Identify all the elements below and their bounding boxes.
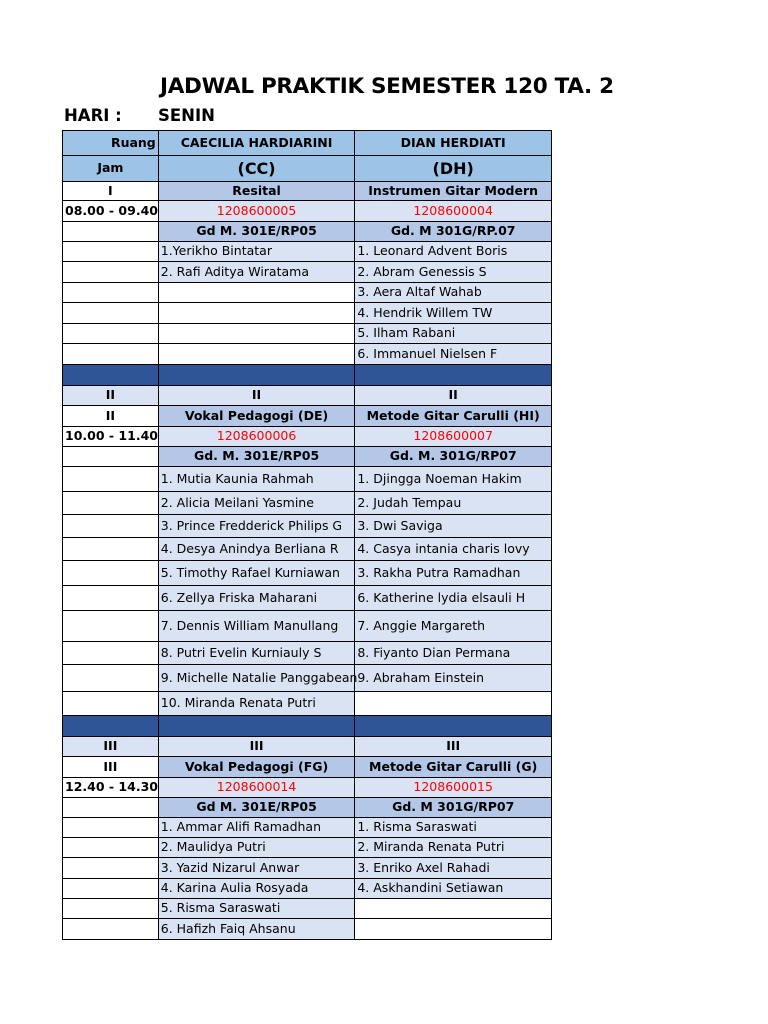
student-name: 4. Karina Aulia Rosyada bbox=[158, 879, 355, 899]
section-separator bbox=[355, 365, 552, 386]
student-name: 4. Askhandini Setiawan bbox=[355, 879, 552, 899]
row-spacer bbox=[63, 303, 159, 324]
row-spacer bbox=[63, 561, 159, 586]
student-name: 1. Ammar Alifi Ramadhan bbox=[158, 818, 355, 838]
course-name: Instrumen Gitar Modern bbox=[355, 182, 552, 201]
session-roman: II bbox=[63, 406, 159, 427]
course-name: Metode Gitar Carulli (G) bbox=[355, 757, 552, 778]
student-name: 1. Djingga Noeman Hakim bbox=[355, 467, 552, 492]
course-name: Metode Gitar Carulli (HI) bbox=[355, 406, 552, 427]
room-name: Gd. M 301G/RP07 bbox=[355, 798, 552, 818]
student-name bbox=[158, 344, 355, 365]
student-name: 10. Miranda Renata Putri bbox=[158, 692, 355, 716]
section-separator bbox=[355, 716, 552, 737]
row-spacer bbox=[63, 665, 159, 692]
student-name bbox=[355, 919, 552, 940]
row-spacer bbox=[63, 899, 159, 919]
student-name: 5. Timothy Rafael Kurniawan bbox=[158, 561, 355, 586]
student-name: 8. Fiyanto Dian Permana bbox=[355, 642, 552, 665]
room-spacer bbox=[63, 222, 159, 242]
page-title: JADWAL PRAKTIK SEMESTER 120 TA. 2 bbox=[160, 74, 614, 99]
header-col2-code: (DH) bbox=[355, 156, 552, 182]
row-spacer bbox=[63, 242, 159, 262]
session-roman: II bbox=[63, 386, 159, 406]
student-name: 2. Judah Tempau bbox=[355, 492, 552, 515]
session-roman: III bbox=[63, 737, 159, 757]
session-time: 08.00 - 09.40 bbox=[63, 201, 159, 222]
room-name: Gd M. 301E/RP05 bbox=[158, 798, 355, 818]
header-col1-name: CAECILIA HARDIARINI bbox=[158, 131, 355, 156]
student-name: 1. Mutia Kaunia Rahmah bbox=[158, 467, 355, 492]
course-name: Vokal Pedagogi (FG) bbox=[158, 757, 355, 778]
student-name: 6. Immanuel Nielsen F bbox=[355, 344, 552, 365]
row-spacer bbox=[63, 818, 159, 838]
row-spacer bbox=[63, 879, 159, 899]
student-name: 4. Desya Anindya Berliana R bbox=[158, 538, 355, 561]
student-name: 1. Leonard Advent Boris bbox=[355, 242, 552, 262]
session-roman: III bbox=[158, 737, 355, 757]
row-spacer bbox=[63, 838, 159, 858]
student-name: 6. Zellya Friska Maharani bbox=[158, 586, 355, 611]
course-name: Resital bbox=[158, 182, 355, 201]
row-spacer bbox=[63, 262, 159, 283]
course-name: Vokal Pedagogi (DE) bbox=[158, 406, 355, 427]
student-name: 1.Yerikho Bintatar bbox=[158, 242, 355, 262]
room-spacer bbox=[63, 447, 159, 467]
student-name: 6. Hafizh Faiq Ahsanu bbox=[158, 919, 355, 940]
session-time: 12.40 - 14.30 bbox=[63, 778, 159, 798]
student-name: 4. Casya intania charis lovy bbox=[355, 538, 552, 561]
course-code: 1208600004 bbox=[355, 201, 552, 222]
header-ruang: Ruang bbox=[63, 131, 159, 156]
row-spacer bbox=[63, 324, 159, 344]
row-spacer bbox=[63, 283, 159, 303]
room-name: Gd. M 301G/RP.07 bbox=[355, 222, 552, 242]
section-separator bbox=[63, 716, 159, 737]
student-name bbox=[355, 692, 552, 716]
student-name: 3. Rakha Putra Ramadhan bbox=[355, 561, 552, 586]
student-name: 2. Abram Genessis S bbox=[355, 262, 552, 283]
section-separator bbox=[158, 365, 355, 386]
session-time: 10.00 - 11.40 bbox=[63, 427, 159, 447]
row-spacer bbox=[63, 692, 159, 716]
student-name: 6. Katherine lydia elsauli H bbox=[355, 586, 552, 611]
student-name bbox=[158, 303, 355, 324]
student-name: 4. Hendrik Willem TW bbox=[355, 303, 552, 324]
student-name: 2. Miranda Renata Putri bbox=[355, 838, 552, 858]
row-spacer bbox=[63, 538, 159, 561]
row-spacer bbox=[63, 586, 159, 611]
student-name: 2. Maulidya Putri bbox=[158, 838, 355, 858]
row-spacer bbox=[63, 642, 159, 665]
header-col2-name: DIAN HERDIATI bbox=[355, 131, 552, 156]
student-name: 5. Ilham Rabani bbox=[355, 324, 552, 344]
schedule-table bbox=[62, 130, 552, 940]
row-spacer bbox=[63, 611, 159, 642]
student-name: 3. Prince Fredderick Philips G bbox=[158, 515, 355, 538]
row-spacer bbox=[63, 492, 159, 515]
student-name bbox=[158, 283, 355, 303]
session-roman: I bbox=[63, 182, 159, 201]
day-value: SENIN bbox=[158, 106, 215, 125]
student-name: 1. Risma Saraswati bbox=[355, 818, 552, 838]
session-roman: II bbox=[158, 386, 355, 406]
section-separator bbox=[63, 365, 159, 386]
student-name: 7. Dennis William Manullang bbox=[158, 611, 355, 642]
student-name bbox=[355, 899, 552, 919]
student-name: 3. Aera Altaf Wahab bbox=[355, 283, 552, 303]
row-spacer bbox=[63, 858, 159, 879]
course-code: 1208600007 bbox=[355, 427, 552, 447]
student-name: 3. Yazid Nizarul Anwar bbox=[158, 858, 355, 879]
student-name: 9. Abraham Einstein bbox=[355, 665, 552, 692]
section-separator bbox=[158, 716, 355, 737]
room-name: Gd. M. 301E/RP05 bbox=[158, 447, 355, 467]
room-name: Gd M. 301E/RP05 bbox=[158, 222, 355, 242]
row-spacer bbox=[63, 344, 159, 365]
row-spacer bbox=[63, 919, 159, 940]
header-jam: Jam bbox=[63, 156, 159, 182]
student-name: 3. Enriko Axel Rahadi bbox=[355, 858, 552, 879]
row-spacer bbox=[63, 467, 159, 492]
student-name: 7. Anggie Margareth bbox=[355, 611, 552, 642]
course-code: 1208600015 bbox=[355, 778, 552, 798]
student-name: 5. Risma Saraswati bbox=[158, 899, 355, 919]
session-roman: III bbox=[63, 757, 159, 778]
course-code: 1208600014 bbox=[158, 778, 355, 798]
room-spacer bbox=[63, 798, 159, 818]
room-name: Gd. M. 301G/RP07 bbox=[355, 447, 552, 467]
student-name bbox=[158, 324, 355, 344]
course-code: 1208600005 bbox=[158, 201, 355, 222]
session-roman: III bbox=[355, 737, 552, 757]
student-name: 3. Dwi Saviga bbox=[355, 515, 552, 538]
student-name: 2. Alicia Meilani Yasmine bbox=[158, 492, 355, 515]
student-name: 2. Rafi Aditya Wiratama bbox=[158, 262, 355, 283]
day-label: HARI : bbox=[64, 106, 122, 125]
student-name: 9. Michelle Natalie Panggabean bbox=[158, 665, 355, 692]
session-roman: II bbox=[355, 386, 552, 406]
row-spacer bbox=[63, 515, 159, 538]
course-code: 1208600006 bbox=[158, 427, 355, 447]
student-name: 8. Putri Evelin Kurniauly S bbox=[158, 642, 355, 665]
header-col1-code: (CC) bbox=[158, 156, 355, 182]
